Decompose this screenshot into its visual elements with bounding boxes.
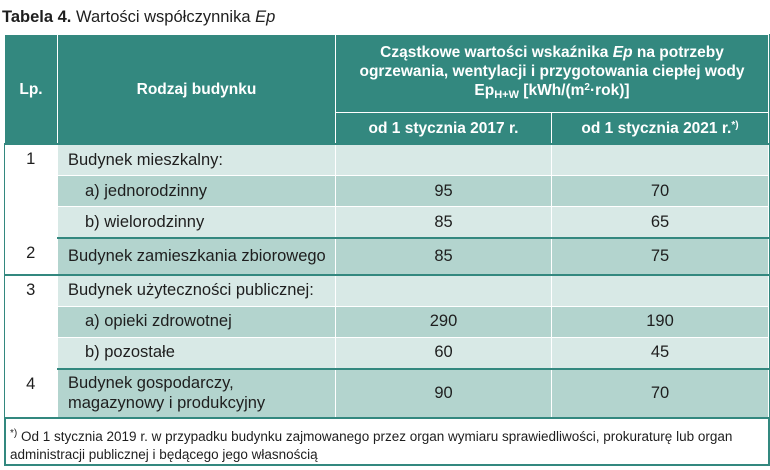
row-name: a) jednorodzinny [58, 176, 336, 207]
table-row [5, 369, 769, 419]
table-row [5, 337, 769, 369]
row-value-2021: 190 [552, 306, 769, 337]
header-lp: Lp. [5, 35, 58, 145]
table-row [5, 238, 769, 275]
row-name: a) opieki zdrowotnej [58, 306, 336, 337]
row-name: b) pozostałe [58, 337, 336, 369]
row-lp: 4 [5, 369, 58, 419]
footnote [4, 420, 760, 464]
row-name-line2: magazynowy i produkcyjny [68, 394, 266, 413]
caption-text: Wartości współczynnika [76, 8, 251, 26]
row-name: Budynek użyteczności publicznej: [58, 275, 336, 307]
header-2021 [552, 113, 769, 145]
header-unit-sup: 2 [584, 81, 590, 93]
row-name: Budynek mieszkalny: [58, 144, 336, 176]
table-row [5, 176, 769, 207]
header-2021-label: od 1 stycznia 2021 r. [581, 119, 732, 137]
row-value-2021: 65 [552, 207, 769, 239]
row-value-2017 [336, 275, 552, 307]
row-value-2017: 85 [336, 238, 552, 275]
table-caption [2, 3, 275, 31]
row-value-2021 [552, 144, 769, 176]
table-row [5, 275, 769, 307]
row-value-2017: 95 [336, 176, 552, 207]
row-value-2021 [552, 275, 769, 307]
row-name: Budynek zamieszkania zbiorowego [58, 238, 336, 275]
header-unit-b: ·rok)] [589, 81, 630, 99]
caption-symbol: Ep [255, 8, 276, 26]
header-group-line1-a: Cząstkowe wartości wskaźnika [380, 43, 609, 61]
row-name-line1: Budynek gospodarczy, [68, 374, 234, 393]
row-value-2017: 60 [336, 337, 552, 369]
row-value-2021: 75 [552, 238, 769, 275]
header-group-line2: ogrzewania, wentylacji i przygotowania ciepłej wody [359, 62, 745, 80]
row-lp: 3 [5, 275, 58, 369]
header-2017: od 1 stycznia 2017 r. [336, 113, 552, 145]
row-value-2017: 90 [336, 369, 552, 419]
row-value-2021: 70 [552, 176, 769, 207]
table-row [5, 306, 769, 337]
row-value-2017: 85 [336, 207, 552, 239]
row-lp: 2 [5, 238, 58, 275]
row-lp: 1 [5, 144, 58, 238]
header-group-symbol: Ep [612, 43, 633, 61]
header-unit-a: [kWh/(m [523, 81, 585, 99]
header-2021-footnote-mark: *) [731, 119, 739, 131]
row-value-2021: 45 [552, 337, 769, 369]
header-group-line3 [474, 82, 629, 99]
header-ep-base: Ep [474, 81, 495, 99]
row-value-2017 [336, 144, 552, 176]
table-row [5, 144, 769, 176]
row-value-2021: 70 [552, 369, 769, 419]
table-row [5, 207, 769, 239]
row-value-2017: 290 [336, 306, 552, 337]
header-group [336, 35, 769, 113]
header-ep-subscript: H+W [494, 88, 519, 101]
caption-number: Tabela 4. [2, 8, 72, 26]
ep-table [4, 34, 769, 419]
row-name: b) wielorodzinny [58, 207, 336, 239]
footnote-text: Od 1 stycznia 2019 r. w przypadku budynku zajmowanego przez organ wymiaru sprawiedliwości, prokuraturę lub organ administracji publicznej i będącego jego własnością [10, 429, 733, 462]
header-group-line1-b: na potrzeby [636, 43, 724, 61]
header-building-type: Rodzaj budynku [58, 35, 336, 145]
row-name [58, 369, 336, 419]
footnote-mark: *) [10, 428, 18, 439]
